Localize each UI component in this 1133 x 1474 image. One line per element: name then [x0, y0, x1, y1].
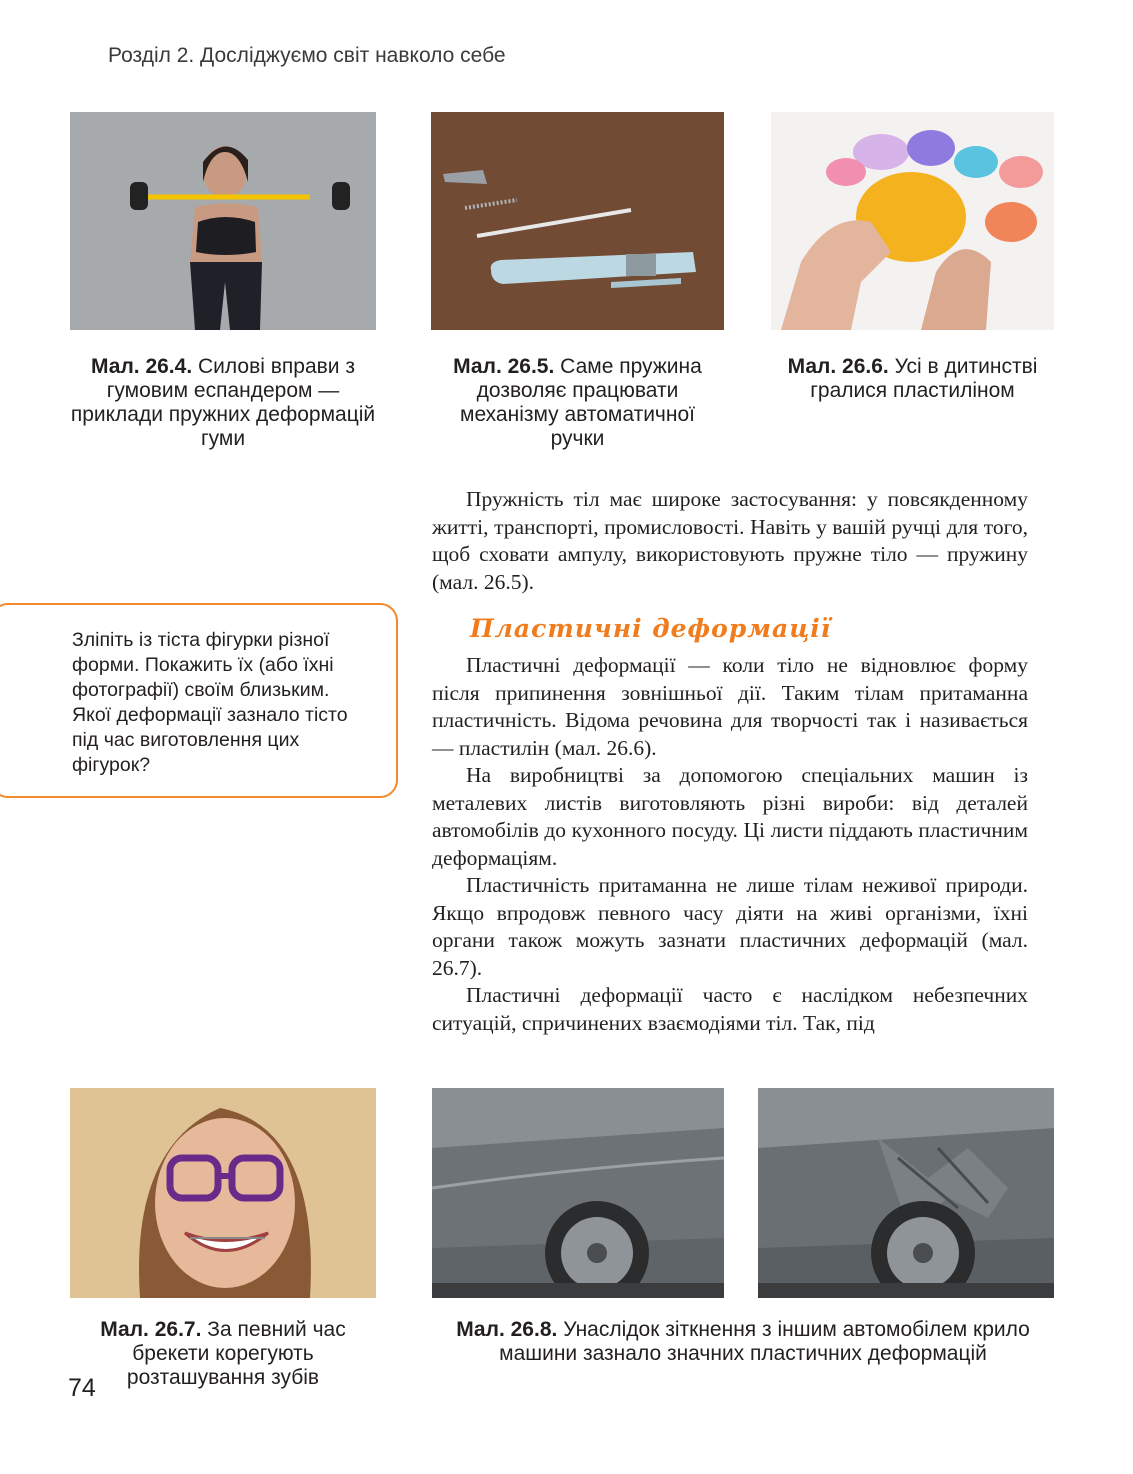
- fig-text: Унаслідок зіткнення з іншим автомобілем крило машини зазнало значних пластичних деформацій: [499, 1318, 1030, 1365]
- caption-fig-26-6: [771, 355, 1054, 403]
- photo-car-after-collision: [758, 1088, 1054, 1298]
- fig-label: Мал. 26.8.: [456, 1318, 558, 1341]
- caption-fig-26-7: [70, 1318, 376, 1390]
- fig-text: Усі в дитинстві гралися пластиліном: [810, 355, 1038, 402]
- fig-label: Мал. 26.6.: [787, 355, 889, 378]
- photo-plasticine-hands: [771, 112, 1054, 330]
- paragraph: Пластичність притаманна не лише тілам неживої природи. Якщо впродовж певного часу діяти на живі організми, їхні органи також можуть зазнати пластичних деформацій (мал. 26.7).: [432, 873, 1028, 980]
- paragraph: На виробництві за допомогою спеціальних машин із металевих листів виготовляють різні вироби: від деталей автомобілів до кухонного посуду. Ці листи піддають пластичним деформаціям.: [432, 763, 1028, 870]
- paragraph: Пластичні деформації часто є наслідком небезпечних ситуацій, спричинених взаємодіями тіл. Так, під: [432, 983, 1028, 1035]
- running-head: Розділ 2. Досліджуємо світ навколо себе: [108, 44, 506, 67]
- task-text: Зліпіть із тіста фігурки різної форми. Покажить їх (або їхні фотографії) своїм близьким. Якої деформації зазнало тісто під час виготовлення цих фігурок?: [72, 629, 348, 776]
- fig-label: Мал. 26.4.: [91, 355, 193, 378]
- photo-disassembled-pen: [431, 112, 724, 330]
- body-column-main: [432, 652, 1028, 1037]
- caption-fig-26-4: [70, 355, 376, 451]
- photo-girl-with-braces: [70, 1088, 376, 1298]
- caption-fig-26-5: [431, 355, 724, 451]
- fig-text: Силові вправи з гумовим еспандером — приклади пружних деформацій гуми: [70, 355, 376, 450]
- fig-label: Мал. 26.7.: [100, 1318, 202, 1341]
- fig-text: Саме пружина дозволяє працювати механізму автоматичної ручки: [460, 355, 702, 450]
- caption-fig-26-8: [432, 1318, 1054, 1366]
- body-column-top: [432, 486, 1028, 596]
- photo-resistance-band-exercise: [70, 112, 376, 330]
- fig-label: Мал. 26.5.: [453, 355, 555, 378]
- paragraph: Пружність тіл має широке застосування: у повсякденному житті, транспорті, промисловості. Навіть у вашій ручці для того, щоб сховати ампулу, використовують пружне тіло — пружину (мал. 26.5).: [432, 487, 1028, 594]
- photo-car-before-collision: [432, 1088, 724, 1298]
- page-number: 74: [68, 1374, 96, 1402]
- section-title: Пластичні деформації: [470, 614, 832, 643]
- paragraph: Пластичні деформації — коли тіло не відновлює форму після припинення зовнішньої дії. Таким тілам притаманна пластичність. Відома речовина для творчості так і називається — пластилін (мал. 26.6).: [432, 653, 1028, 760]
- fig-text: За певний час брекети корегують розташування зубів: [126, 1318, 346, 1389]
